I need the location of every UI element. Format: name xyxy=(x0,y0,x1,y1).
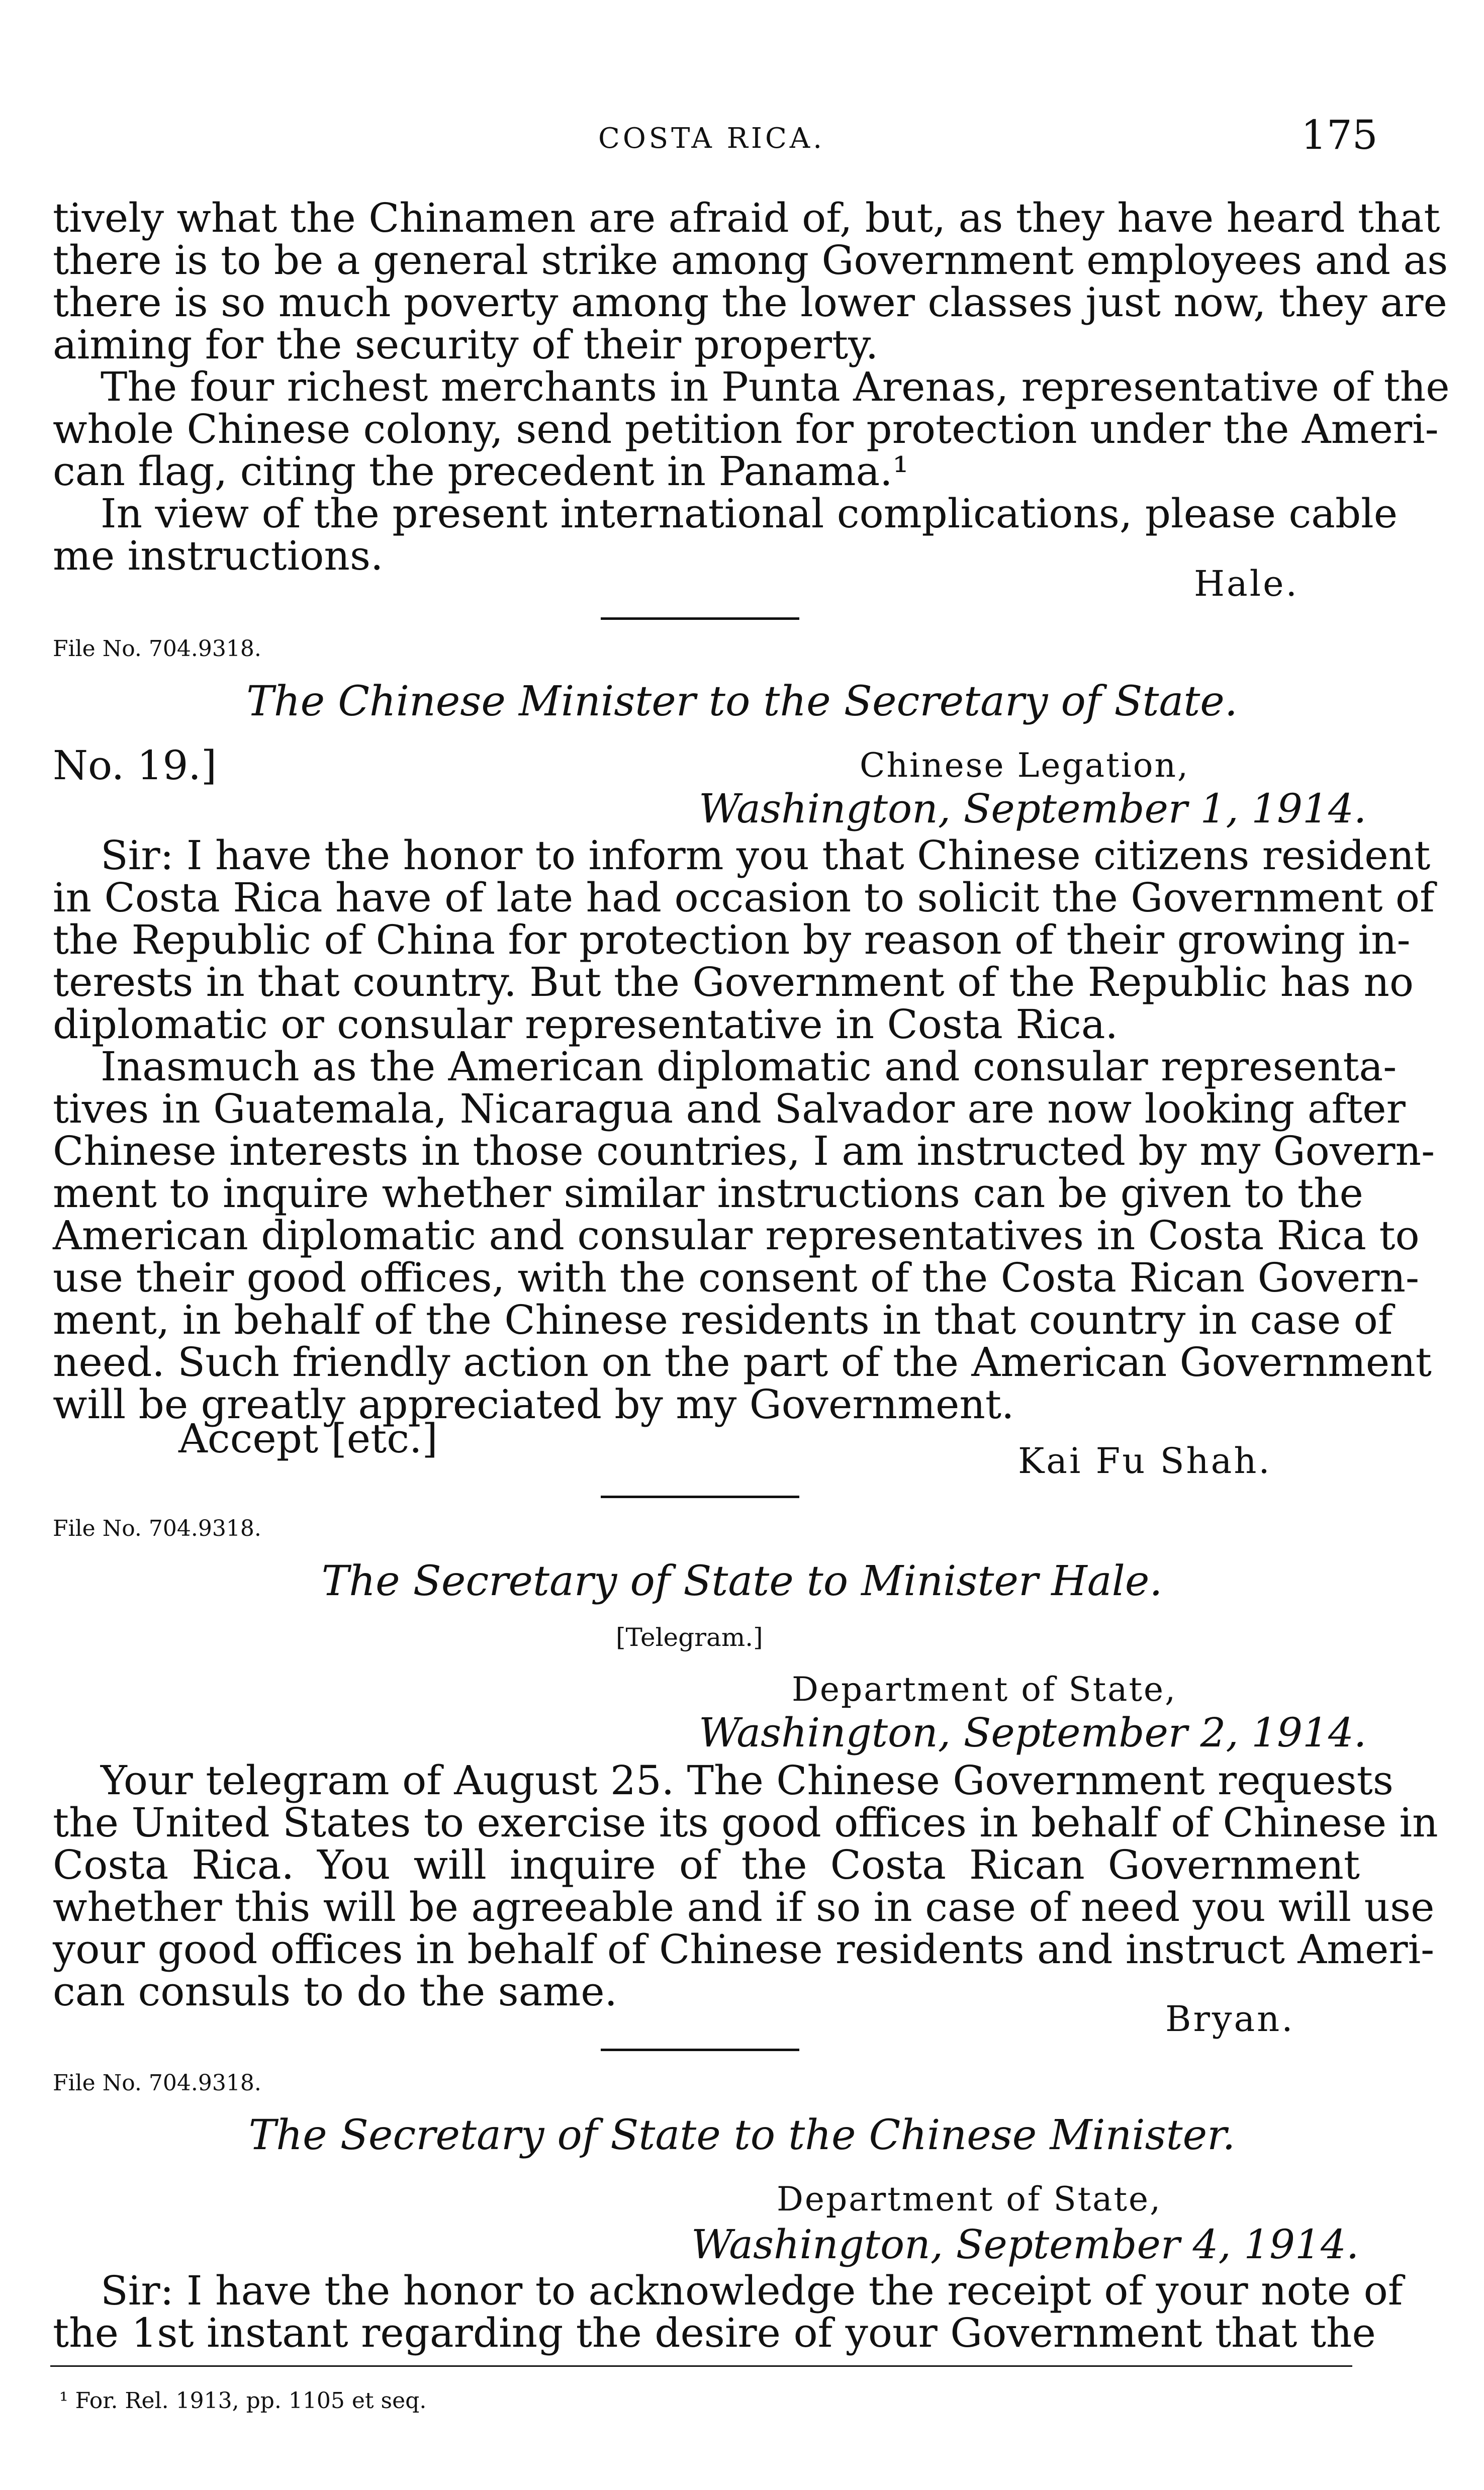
body-line: your good offices in behalf of Chinese residents and instruct Ameri- xyxy=(53,1926,1435,1973)
body-line: diplomatic or consular representative in Costa Rica. xyxy=(53,1001,1118,1048)
body-line: will be greatly appreciated by my Government. xyxy=(53,1381,1014,1428)
document-title: The Secretary of State to the Chinese Minister. xyxy=(248,2111,1236,2159)
body-line: use their good offices, with the consent of the Costa Rican Govern- xyxy=(53,1254,1420,1301)
file-number: File No. 704.9318. xyxy=(53,2070,261,2096)
body-line: can flag, citing the precedent in Panama.¹ xyxy=(53,448,909,495)
body-line: in Costa Rica have of late had occasion to solicit the Government of xyxy=(53,874,1435,921)
date-line: Washington, September 4, 1914. xyxy=(691,2221,1359,2268)
body-line: the United States to exercise its good offices in behalf of Chinese in xyxy=(53,1799,1438,1846)
body-line: Sir: I have the honor to acknowledge the receipt of your note of xyxy=(101,2267,1403,2314)
signature-hale: Hale. xyxy=(1194,563,1299,604)
body-line: Costa Rica. You will inquire of the Costa Rican Government xyxy=(53,1841,1360,1888)
body-line: there is so much poverty among the lower classes just now, they are xyxy=(53,279,1447,326)
date-line: Washington, September 1, 1914. xyxy=(699,785,1367,832)
footnote: ¹ For. Rel. 1913, pp. 1105 et seq. xyxy=(59,2388,427,2414)
body-line: The four richest merchants in Punta Arenas, representative of the xyxy=(101,363,1450,410)
dispatch-number: No. 19.] xyxy=(53,742,217,789)
footnote-rule xyxy=(50,2365,1352,2367)
document-title: The Secretary of State to Minister Hale. xyxy=(321,1557,1163,1605)
body-line: tively what the Chinamen are afraid of, but, as they have heard that xyxy=(53,195,1440,241)
body-line: can consuls to do the same. xyxy=(53,1968,617,2015)
body-line: Sir: I have the honor to inform you that Chinese citizens resident xyxy=(101,832,1431,879)
body-line: need. Such friendly action on the part of the American Government xyxy=(53,1339,1432,1386)
body-line: ment to inquire whether similar instructions can be given to the xyxy=(53,1170,1363,1217)
telegram-note: [Telegram.] xyxy=(616,1623,763,1652)
body-line: terests in that country. But the Government of the Republic has no xyxy=(53,959,1414,1005)
body-line: the 1st instant regarding the desire of your Government that the xyxy=(53,2310,1376,2356)
section-divider xyxy=(601,1496,799,1498)
body-line: American diplomatic and consular representatives in Costa Rica to xyxy=(53,1212,1420,1259)
body-line: the Republic of China for protection by reason of their growing in- xyxy=(53,916,1411,963)
place-line: Chinese Legation, xyxy=(860,746,1189,785)
place-line: Department of State, xyxy=(777,2180,1162,2219)
body-line: In view of the present international complications, please cable xyxy=(101,490,1398,537)
signature-kai-fu-shah: Kai Fu Shah. xyxy=(1018,1440,1272,1482)
body-line: me instructions. xyxy=(53,532,384,579)
section-divider xyxy=(601,2049,799,2051)
place-line: Department of State, xyxy=(792,1670,1177,1709)
body-line: Chinese interests in those countries, I am instructed by my Govern- xyxy=(53,1128,1435,1174)
body-line: Your telegram of August 25. The Chinese Government requests xyxy=(101,1757,1394,1804)
date-line: Washington, September 2, 1914. xyxy=(699,1709,1367,1756)
signature-bryan: Bryan. xyxy=(1165,1998,1295,2040)
file-number: File No. 704.9318. xyxy=(53,1516,261,1541)
body-line: whether this will be agreeable and if so in case of need you will use xyxy=(53,1884,1435,1930)
document-title: The Chinese Minister to the Secretary of State. xyxy=(246,678,1238,725)
section-divider xyxy=(601,617,799,620)
page-number: 175 xyxy=(1301,112,1378,158)
body-line: Inasmuch as the American diplomatic and consular representa- xyxy=(101,1043,1397,1090)
body-line: aiming for the security of their property. xyxy=(53,321,879,368)
file-number: File No. 704.9318. xyxy=(53,636,261,662)
body-line: there is to be a general strike among Government employees and as xyxy=(53,237,1448,284)
body-line: whole Chinese colony, send petition for protection under the Ameri- xyxy=(53,406,1439,452)
closing-line: Accept [etc.] xyxy=(178,1415,438,1462)
running-title: COSTA RICA. xyxy=(598,122,825,155)
body-line: tives in Guatemala, Nicaragua and Salvador are now looking after xyxy=(53,1085,1406,1132)
body-line: ment, in behalf of the Chinese residents in that country in case of xyxy=(53,1297,1393,1343)
